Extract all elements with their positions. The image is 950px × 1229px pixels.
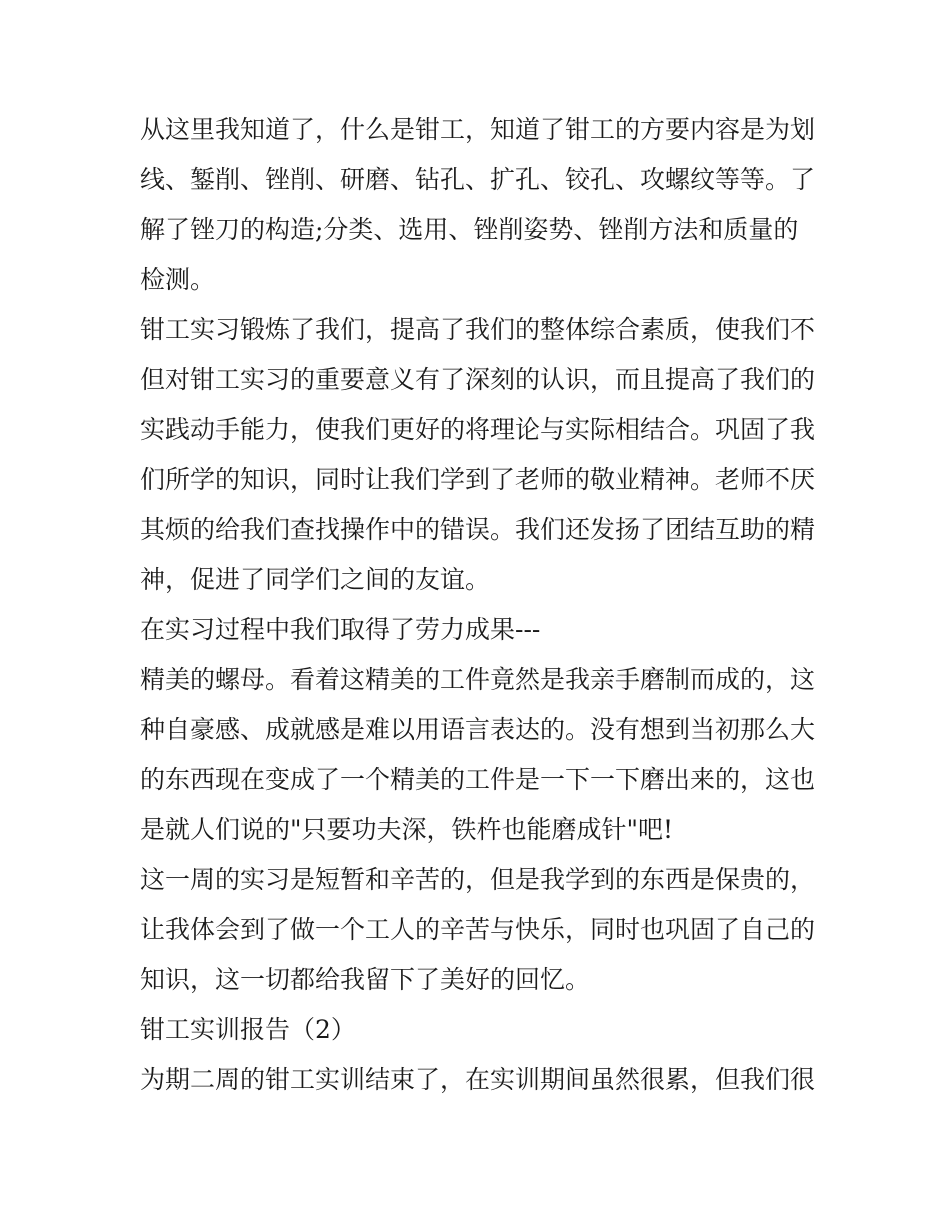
text-line: 钳工实习锻炼了我们，提高了我们的整体综合素质，使我们不 — [140, 315, 816, 344]
text-line: 检测。 — [140, 265, 216, 294]
text-line: 让我体会到了做一个工人的辛苦与快乐，同时也巩固了自己的 — [140, 915, 816, 944]
section-heading: 钳工实训报告（2） — [140, 1015, 356, 1044]
text-line: 解了锉刀的构造;分类、选用、锉削姿势、锉削方法和质量的 — [140, 215, 799, 244]
text-line: 但对钳工实习的重要意义有了深刻的认识，而且提高了我们的 — [140, 365, 816, 394]
text-line: 其烦的给我们查找操作中的错误。我们还发扬了团结互助的精 — [140, 515, 816, 544]
text-line: 实践动手能力，使我们更好的将理论与实际相结合。巩固了我 — [140, 415, 816, 444]
text-line: 从这里我知道了，什么是钳工，知道了钳工的方要内容是为划 — [140, 115, 816, 144]
text-line: 是就人们说的"只要功夫深，铁杵也能磨成针"吧! — [140, 815, 674, 844]
text-line: 神，促进了同学们之间的友谊。 — [140, 565, 491, 594]
text-line: 在实习过程中我们取得了劳力成果--- — [140, 615, 541, 644]
text-line: 们所学的知识，同时让我们学到了老师的敬业精神。老师不厌 — [140, 465, 816, 494]
text-line: 的东西现在变成了一个精美的工件是一下一下磨出来的，这也 — [140, 765, 816, 794]
text-line: 知识，这一切都给我留下了美好的回忆。 — [140, 965, 591, 994]
text-line: 这一周的实习是短暂和辛苦的，但是我学到的东西是保贵的， — [140, 865, 816, 894]
text-line: 精美的螺母。看着这精美的工件竟然是我亲手磨制而成的，这 — [140, 665, 816, 694]
text-line: 为期二周的钳工实训结束了，在实训期间虽然很累，但我们很 — [140, 1065, 816, 1094]
text-line: 种自豪感、成就感是难以用语言表达的。没有想到当初那么大 — [140, 715, 816, 744]
text-line: 线、錾削、锉削、研磨、钻孔、扩孔、铰孔、攻螺纹等等。了 — [140, 165, 816, 194]
